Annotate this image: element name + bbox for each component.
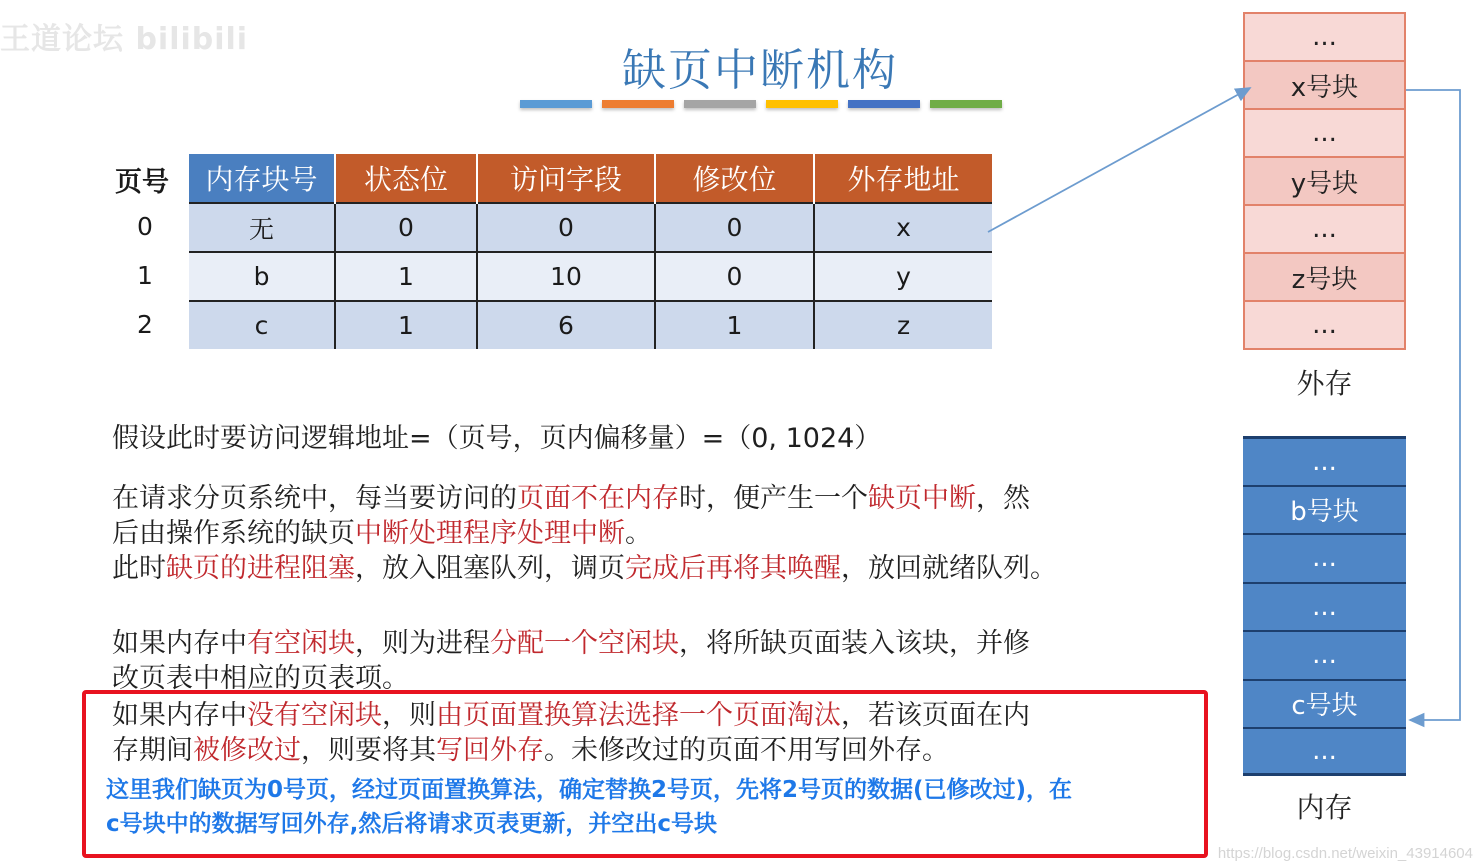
table-cell: z <box>814 301 992 349</box>
page-number-label: 页号 <box>115 167 169 198</box>
header-status-bit: 状态位 <box>335 154 477 203</box>
text-span: ，然 <box>976 483 1030 514</box>
table-cell: 0 <box>655 252 814 301</box>
text-span: 后由操作系统的缺页 <box>112 518 355 549</box>
text-span: ，将所缺页面装入该块，并修 <box>679 628 1030 659</box>
table-cell: c <box>189 301 335 349</box>
text-span: 。未修改过的页面不用写回外存。 <box>544 735 949 766</box>
memory-block-b: b号块 <box>1243 485 1406 534</box>
table-cell: 1 <box>335 301 477 349</box>
external-storage-label: 外存 <box>1296 367 1353 400</box>
highlight-text: 中断处理程序处理中断 <box>355 518 625 549</box>
text-span: ，放回就绪队列。 <box>841 553 1057 584</box>
paragraph-logical-address: 假设此时要访问逻辑地址=（页号，页内偏移量）=（0, 1024） <box>112 423 882 454</box>
storage-block: ... <box>1243 12 1406 62</box>
arrow-to-x-block <box>988 88 1250 232</box>
text-span: 改页表中相应的页表项。 <box>112 663 409 694</box>
memory-label: 内存 <box>1296 791 1353 824</box>
table-cell: b <box>189 252 335 301</box>
page-number-2: 2 <box>137 310 153 339</box>
page-title: 缺页中断机构 <box>622 45 898 96</box>
storage-block: ... <box>1243 108 1406 158</box>
table-cell: 1 <box>655 301 814 349</box>
storage-block-x: x号块 <box>1243 60 1406 110</box>
memory-block: ... <box>1243 533 1406 582</box>
highlight-text: 没有空闲块 <box>247 700 382 731</box>
text-span: ，放入阻塞队列，调页 <box>355 553 625 584</box>
text-span: 存期间 <box>112 735 193 766</box>
storage-block: ... <box>1243 204 1406 254</box>
table-cell: 0 <box>655 203 814 252</box>
memory-block: ... <box>1243 727 1406 776</box>
text-span: ，若该页面在内 <box>841 700 1030 731</box>
note-line-2: c号块中的数据写回外存,然后将请求页表更新，并空出c号块 <box>106 811 718 837</box>
watermark-url: https://blog.csdn.net/weixin_43914604 <box>1217 845 1473 862</box>
table-cell: 6 <box>477 301 655 349</box>
page-number-0: 0 <box>137 212 153 241</box>
note-line-1: 这里我们缺页为0号页，经过页面置换算法，确定替换2号页，先将2号页的数据(已修改过)，在 <box>106 777 1073 803</box>
table-cell: 10 <box>477 252 655 301</box>
memory-block: ... <box>1243 436 1406 485</box>
header-modified-bit: 修改位 <box>655 154 814 203</box>
highlight-text: 缺页的进程阻塞 <box>166 553 355 584</box>
watermark-logo: 王道论坛 bilibili <box>0 22 249 57</box>
text-span: ，则 <box>382 700 436 731</box>
storage-block: ... <box>1243 300 1406 350</box>
text-span: 在请求分页系统中，每当要访问的 <box>112 483 517 514</box>
highlight-text: 页面不在内存 <box>517 483 679 514</box>
memory-block-c: c号块 <box>1243 679 1406 728</box>
highlight-text: 缺页中断 <box>868 483 976 514</box>
table-cell: 无 <box>189 203 335 252</box>
table-cell: 1 <box>335 252 477 301</box>
storage-block-z: z号块 <box>1243 252 1406 302</box>
table-cell: y <box>814 252 992 301</box>
text-span: ，则为进程 <box>355 628 490 659</box>
storage-block-y: y号块 <box>1243 156 1406 206</box>
memory-block: ... <box>1243 630 1406 679</box>
page-number-1: 1 <box>137 261 153 290</box>
text-span: 时，便产生一个 <box>679 483 868 514</box>
highlight-text: 由页面置换算法选择一个页面淘汰 <box>436 700 841 731</box>
header-external-address: 外存地址 <box>814 154 992 203</box>
highlight-text: 写回外存 <box>436 735 544 766</box>
arrow-x-to-c-block <box>1406 90 1460 720</box>
text-span: 。 <box>625 518 652 549</box>
text-span: ，则要将其 <box>301 735 436 766</box>
highlight-text: 被修改过 <box>193 735 301 766</box>
text-span: 此时 <box>112 553 166 584</box>
table-cell: 0 <box>477 203 655 252</box>
header-access-field: 访问字段 <box>477 154 655 203</box>
memory-block: ... <box>1243 582 1406 631</box>
text-span: 如果内存中 <box>112 628 247 659</box>
header-memory-block: 内存块号 <box>189 154 335 203</box>
text-span: 如果内存中 <box>112 700 247 731</box>
highlight-text: 分配一个空闲块 <box>490 628 679 659</box>
highlight-text: 完成后再将其唤醒 <box>625 553 841 584</box>
table-cell: 0 <box>335 203 477 252</box>
highlight-text: 有空闲块 <box>247 628 355 659</box>
table-cell: x <box>814 203 992 252</box>
